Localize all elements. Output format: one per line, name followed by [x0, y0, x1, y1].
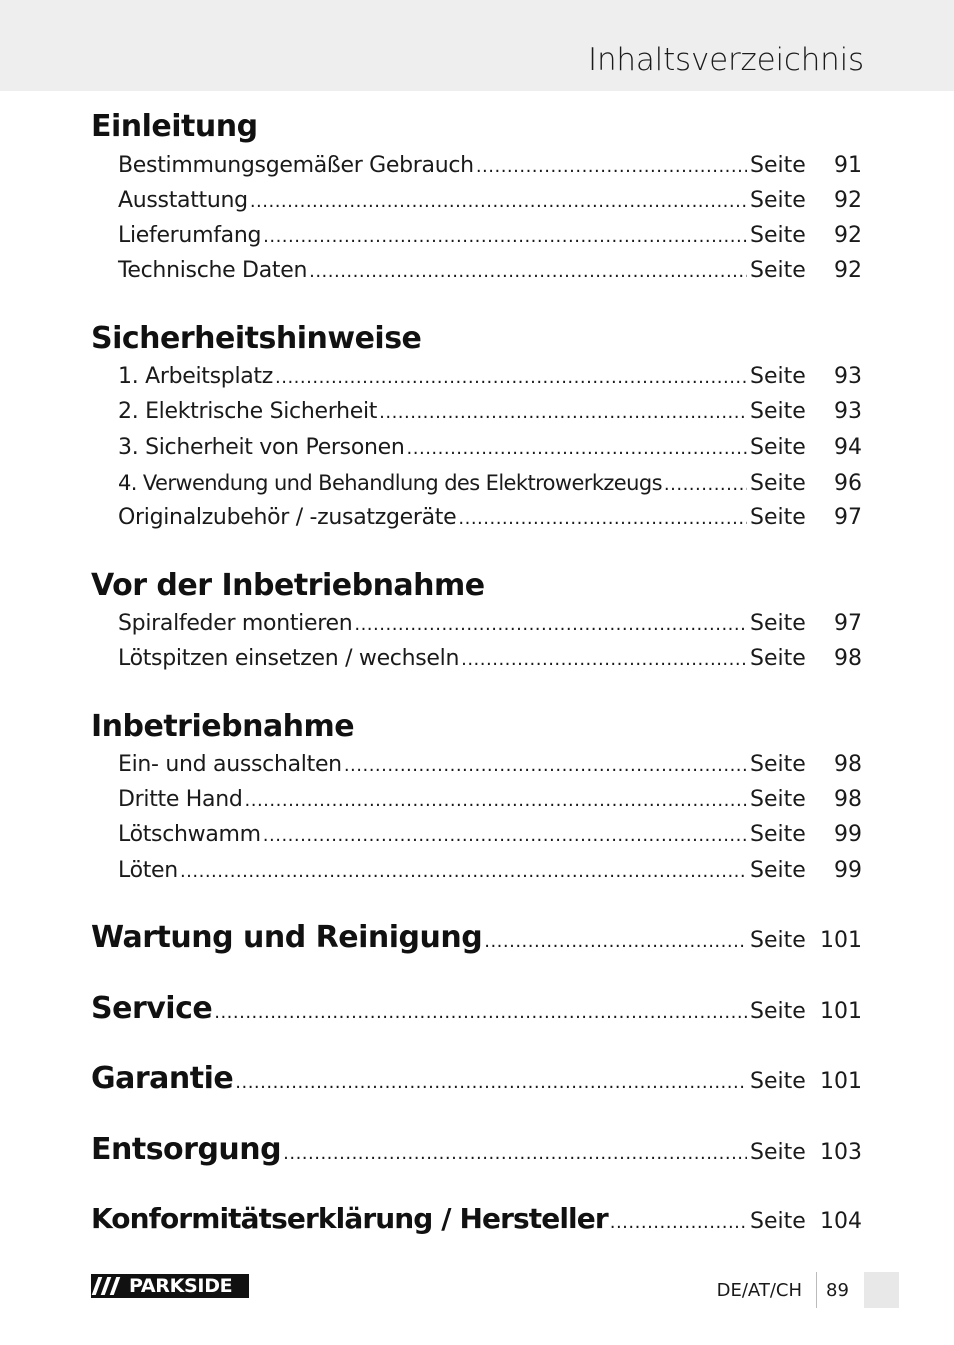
toc-entry-label: Löten: [118, 858, 178, 883]
leader-dots: [214, 1002, 747, 1023]
leader-dots: [458, 504, 747, 534]
page-title: Inhaltsverzeichnis: [588, 42, 864, 78]
toc-entry-page: 94: [834, 435, 862, 460]
leader-dots: [283, 1143, 747, 1164]
toc-entry[interactable]: [118, 362, 862, 392]
toc-entry-page: 99: [834, 822, 862, 847]
toc-entry-label: Lötspitzen einsetzen / wechseln: [118, 646, 460, 671]
leader-dots: [245, 786, 747, 816]
section-heading-sicherheitshinweise: Sicherheitshinweise: [91, 321, 422, 356]
seite-label: Seite: [750, 1140, 806, 1165]
toc-entry[interactable]: [118, 503, 862, 533]
parkside-logo: [91, 1274, 249, 1298]
main-entry-page: 101: [820, 999, 862, 1024]
toc-entry[interactable]: [118, 750, 862, 780]
leader-dots: [263, 821, 747, 851]
leader-dots: [379, 398, 747, 428]
leader-dots: [664, 470, 747, 500]
seite-label: Seite: [750, 223, 806, 248]
leader-dots: [263, 222, 747, 252]
toc-entry[interactable]: [118, 785, 862, 815]
toc-entry-page: 92: [834, 188, 862, 213]
leader-dots: [610, 1212, 747, 1233]
toc-entry[interactable]: [118, 256, 862, 286]
main-entry-heading: Wartung und Reinigung: [91, 920, 483, 955]
toc-entry-page: 98: [834, 787, 862, 812]
toc-entry-page: 96: [834, 471, 862, 496]
seite-label: Seite: [750, 399, 806, 424]
toc-entry-label: Lötschwamm: [118, 822, 261, 847]
toc-entry[interactable]: [118, 468, 862, 498]
toc-main-entry[interactable]: [91, 1202, 862, 1242]
toc-entry-label: 2. Elektrische Sicherheit: [118, 399, 378, 424]
toc-entry[interactable]: [118, 644, 862, 674]
seite-label: Seite: [750, 471, 806, 496]
toc-entry[interactable]: [118, 221, 862, 251]
seite-label: Seite: [750, 435, 806, 460]
toc-entry[interactable]: [118, 856, 862, 886]
toc-main-entry[interactable]: [91, 1061, 862, 1101]
seite-label: Seite: [750, 258, 806, 283]
toc-entry-page: 98: [834, 646, 862, 671]
seite-label: Seite: [750, 822, 806, 847]
toc-entry-page: 93: [834, 364, 862, 389]
footer-page-number: 89: [826, 1280, 849, 1301]
seite-label: Seite: [750, 787, 806, 812]
toc-entry-label: 3. Sicherheit von Personen: [118, 435, 405, 460]
toc-main-entry[interactable]: [91, 1132, 862, 1172]
seite-label: Seite: [750, 1209, 806, 1234]
toc-main-entry[interactable]: [91, 920, 862, 960]
leader-dots: [275, 363, 747, 393]
toc-entry[interactable]: [118, 151, 862, 181]
toc-entry[interactable]: [118, 186, 862, 216]
footer-region: DE/AT/CH: [716, 1280, 802, 1301]
seite-label: Seite: [750, 153, 806, 178]
leader-dots: [484, 931, 747, 952]
toc-entry[interactable]: [118, 820, 862, 850]
leader-dots: [476, 152, 747, 182]
leader-dots: [344, 751, 747, 781]
toc-entry-label: Originalzubehör / -zusatzgeräte: [118, 505, 457, 530]
toc-entry-label: Bestimmungsgemäßer Gebrauch: [118, 153, 474, 178]
section-heading-inbetriebnahme: Inbetriebnahme: [91, 709, 355, 744]
main-entry-page: 103: [820, 1140, 862, 1165]
main-entry-heading: Entsorgung: [91, 1132, 282, 1167]
logo-text: PARKSIDE: [129, 1275, 233, 1297]
leader-dots: [354, 610, 747, 640]
toc-entry-label: Technische Daten: [118, 258, 308, 283]
seite-label: Seite: [750, 188, 806, 213]
toc-main-entry[interactable]: [91, 991, 862, 1031]
main-entry-heading: Garantie: [91, 1061, 234, 1096]
seite-label: Seite: [750, 858, 806, 883]
toc-entry-label: 1. Arbeitsplatz: [118, 364, 274, 389]
toc-entry-page: 92: [834, 223, 862, 248]
main-entry-page: 101: [820, 1069, 862, 1094]
leader-dots: [250, 187, 747, 217]
toc-entry-page: 92: [834, 258, 862, 283]
seite-label: Seite: [750, 611, 806, 636]
toc-entry-page: 98: [834, 752, 862, 777]
leader-dots: [235, 1072, 747, 1093]
seite-label: Seite: [750, 752, 806, 777]
leader-dots: [309, 257, 747, 287]
toc-entry-page: 91: [834, 153, 862, 178]
main-entry-page: 101: [820, 928, 862, 953]
main-entry-heading: Konformitätserklärung / Hersteller: [91, 1202, 608, 1235]
leader-dots: [461, 645, 747, 675]
section-heading-vor-der-inbetriebnahme: Vor der Inbetriebnahme: [91, 568, 485, 603]
toc-entry-page: 97: [834, 611, 862, 636]
toc-entry-label: Ausstattung: [118, 188, 248, 213]
footer-box: [864, 1272, 899, 1308]
logo-stripes-icon: [91, 1274, 129, 1298]
seite-label: Seite: [750, 505, 806, 530]
toc-entry[interactable]: [118, 433, 862, 463]
seite-label: Seite: [750, 1069, 806, 1094]
section-heading-einleitung: Einleitung: [91, 109, 258, 144]
main-entry-page: 104: [820, 1209, 862, 1234]
leader-dots: [407, 434, 747, 464]
main-entry-heading: Service: [91, 991, 213, 1026]
seite-label: Seite: [750, 364, 806, 389]
leader-dots: [180, 857, 747, 887]
toc-entry-page: 93: [834, 399, 862, 424]
seite-label: Seite: [750, 999, 806, 1024]
toc-entry-page: 97: [834, 505, 862, 530]
toc-entry-label: Ein- und ausschalten: [118, 752, 342, 777]
toc-entry-page: 99: [834, 858, 862, 883]
toc-entry[interactable]: [118, 609, 862, 639]
toc-entry-label: Spiralfeder montieren: [118, 611, 353, 636]
toc-entry-label: Lieferumfang: [118, 223, 262, 248]
seite-label: Seite: [750, 928, 806, 953]
toc-entry[interactable]: [118, 397, 862, 427]
footer-divider: [816, 1272, 817, 1308]
seite-label: Seite: [750, 646, 806, 671]
toc-entry-label: Dritte Hand: [118, 787, 243, 812]
toc-entry-label: 4. Verwendung und Behandlung des Elektrowerkzeugs: [118, 471, 662, 495]
